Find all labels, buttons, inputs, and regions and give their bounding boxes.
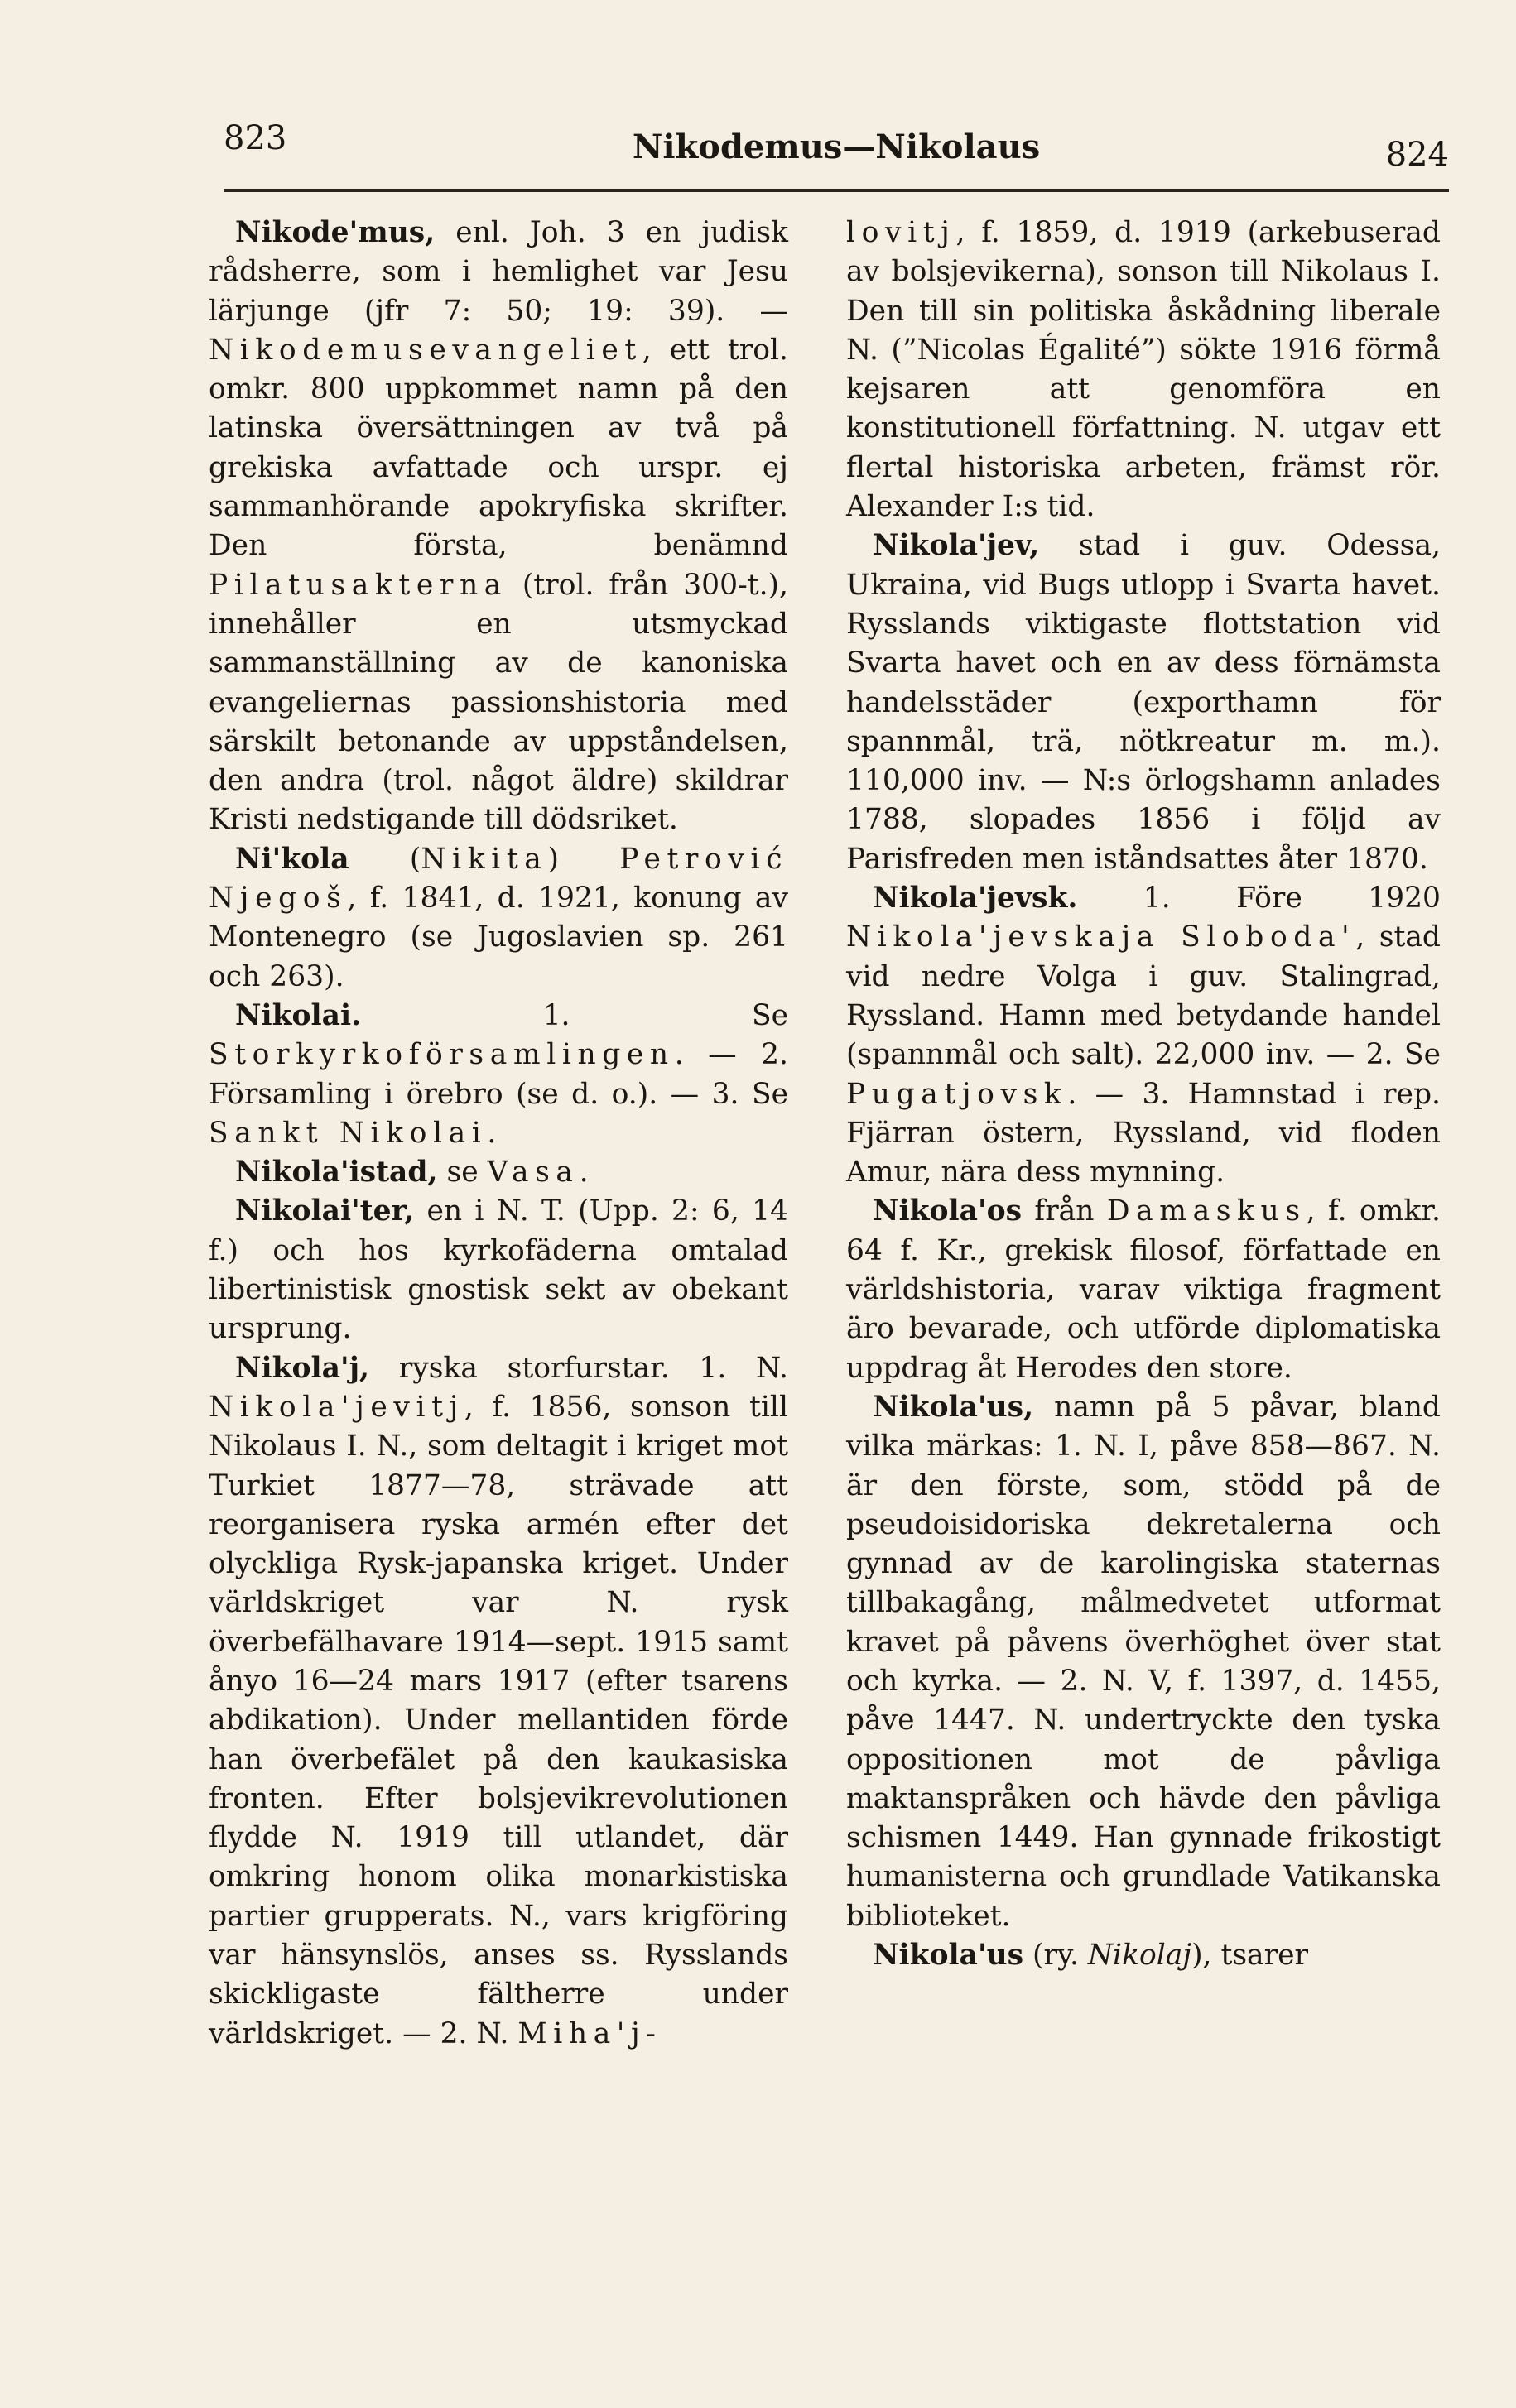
entry-nikolaj (209, 1349, 788, 2054)
running-title: Nikodemus—Nikolaus (632, 127, 1041, 166)
entry-nikolaiter (209, 1192, 788, 1348)
spaced-term: Sankt Nikolai (209, 1116, 488, 1150)
headword: Nikola'istad, (235, 1156, 438, 1190)
entry-text: , f. omkr. 64 f. Kr., grekisk filosof, författade en världshistoria, varav viktiga fragment äro bevarade, och utförde diplomatiska uppdrag åt Herodes den store. (846, 1194, 1441, 1385)
headword: Nikola'jev, (873, 529, 1040, 563)
entry-text: , f. 1856, sonson till Nikolaus I. N., som deltagit i kriget mot Turkiet 1877—78, strävade att reorganisera ryska armén efter det olyckliga Rysk-japanska kriget. Under världskriget var N. rysk överbefälhavare 1914—sept. 1915 samt ånyo 16—24 mars 1917 (efter tsarens abdikation). Under mellantiden förde han överbefälet på den kaukasiska fronten. Efter bolsjevikrevolutionen flydde N. 1919 till utlandet, där omkring honom olika monarkistiska partier grupperats. N., vars krigföring var hänsynslös, anses ss. Rysslands skickligaste fältherre under världskriget. — 2. N. (209, 1390, 788, 2050)
entry-nikolaistad (209, 1153, 788, 1192)
entry-nikolaus-popes (846, 1388, 1441, 1936)
entry-text: , ett trol. omkr. 800 uppkommet namn på den latinska översättningen av två på grekiska avfattade och urspr. ej sammanhörande apokryfiska skrifter. Den första, benämnd (209, 333, 788, 563)
entry-text: ), tsarer (1191, 1939, 1308, 1973)
entry-text: (trol. från 300-t.), innehåller en utsmyckad sammanställning av de kanoniska evangeliernas passionshistoria med särskilt betonande av uppståndelsen, den andra (trol. något äldre) skildrar Kristi nedstigande till dödsriket. (209, 568, 788, 837)
headword: Nikola'j, (235, 1351, 370, 1385)
entry-text: . — 3. Hamnstad i rep. Fjärran östern, Ryssland, vid floden Amur, nära dess mynning. (846, 1077, 1441, 1190)
entry-text: se (437, 1156, 488, 1190)
page-number-right: 824 (1385, 136, 1449, 174)
entry-nikolajev (846, 526, 1441, 879)
page-number-left: 823 (224, 119, 287, 157)
entry-nikolaj-continued (846, 214, 1441, 526)
entry-text: 1. Före 1920 (1077, 882, 1441, 916)
entry-text: (ry. (1023, 1939, 1088, 1973)
entry-text: . (579, 1156, 589, 1190)
headword: Nikola'os (873, 1194, 1023, 1228)
spaced-term: Miha'j- (517, 2016, 662, 2050)
entry-nikodemus (209, 214, 788, 840)
entry-text: , f. 1859, d. 1919 (arkebuserad av bolsjevikerna), sonson till Nikolaus I. Den till sin politiska åskådning liberale N. (”Nicolas Égalité”) sökte 1916 förmå kejsaren att genomföra en konstitutionell författning. N. utgav ett flertal historiska arbeten, främst rör. Alexander I:s tid. (846, 216, 1441, 524)
page-header (224, 116, 1449, 174)
entry-text: ( (349, 842, 421, 876)
entry-text: namn på 5 påvar, bland vilka märkas: 1. N. I, påve 858—867. N. är den förste, som, stödd på de pseudoisidoriska dekretalerna och gynnad av de karolingiska staternas tillbakagång, målmedvetet utformat kravet på påvens överhöghet över stat och kyrka. — 2. N. V, f. 1397, d. 1455, påve 1447. N. undertryckte den tyska oppositionen mot de påvliga maktanspråken och hävde den påvliga schismen 1449. Han gynnade frikostigt humanisterna och grundlade Vatikanska biblioteket. (846, 1390, 1441, 1933)
spaced-term: Vasa (487, 1156, 580, 1190)
entry-text: ryska storfurstar. 1. N. (369, 1351, 788, 1385)
entry-text: 1. Se (361, 998, 788, 1032)
headword: Nikode'mus, (235, 216, 436, 249)
headword: Ni'kola (235, 842, 349, 876)
spaced-term: Nikodemusevangeliet (209, 333, 642, 367)
headword: Nikola'us (873, 1939, 1024, 1973)
entry-nikolaos (846, 1192, 1441, 1387)
spaced-term: Storkyrkoförsamlingen (209, 1038, 675, 1072)
entry-text: . — 2. Församling i örebro (se d. o.). — 3. Se (209, 1038, 788, 1111)
entry-text: , f. 1841, d. 1921, konung av Montenegro (se Jugoslavien sp. 261 och 263). (209, 882, 788, 993)
italic-term: Nikolaj (1087, 1939, 1192, 1973)
headword: Nikolai'ter, (235, 1194, 415, 1228)
spaced-term: Nikola'jevskaja Sloboda' (846, 920, 1356, 954)
spaced-term: Damaskus (1106, 1194, 1307, 1228)
headword: Nikola'jevsk. (873, 882, 1078, 916)
right-column (846, 214, 1441, 1975)
entry-text: . (487, 1116, 497, 1150)
spaced-term: Nikola'jevitj (209, 1390, 464, 1424)
entry-text: enl. Joh. 3 en judisk rådsherre, som i hemlighet var Jesu lärjunge (jfr 7: 50; 19: 39). — (209, 216, 788, 328)
spaced-term: lovitj (846, 216, 956, 249)
headword: Nikolai. (235, 998, 362, 1032)
spaced-term: Nikita (421, 842, 548, 876)
spaced-term: Petrović Njegoš (209, 842, 788, 916)
spaced-term: Pilatusakterna (209, 568, 508, 602)
entry-nikolai (209, 997, 788, 1153)
entry-text: stad i guv. Odessa, Ukraina, vid Bugs utlopp i Svarta havet. Rysslands viktigaste flottstation vid Svarta havet och en av dess förnämsta handelsstäder (exporthamn för spannmål, trä, nötkreatur m. m.). 110,000 inv. — N:s örlogshamn anlades 1788, slopades 1856 i följd av Parisfreden men iståndsattes åter 1870. (846, 529, 1441, 876)
entry-text: , stad vid nedre Volga i guv. Stalingrad, Ryssland. Hamn med betydande handel (spannmål och salt). 22,000 inv. — 2. Se (846, 920, 1441, 1072)
headword: Nikola'us, (873, 1390, 1034, 1424)
header-rule (224, 189, 1449, 192)
entry-text: från (1022, 1194, 1107, 1228)
entry-text: en i N. T. (Upp. 2: 6, 14 f.) och hos kyrkofäderna omtalad libertinistisk gnostisk sekt av obekant ursprung. (209, 1194, 788, 1346)
left-column (209, 214, 788, 2054)
entry-nikolajevsk (846, 879, 1441, 1192)
spaced-term: Pugatjovsk (846, 1077, 1068, 1111)
entry-nikolaus-tsars (846, 1936, 1441, 1975)
entry-nikola (209, 840, 788, 997)
entry-text: ) (547, 842, 620, 876)
